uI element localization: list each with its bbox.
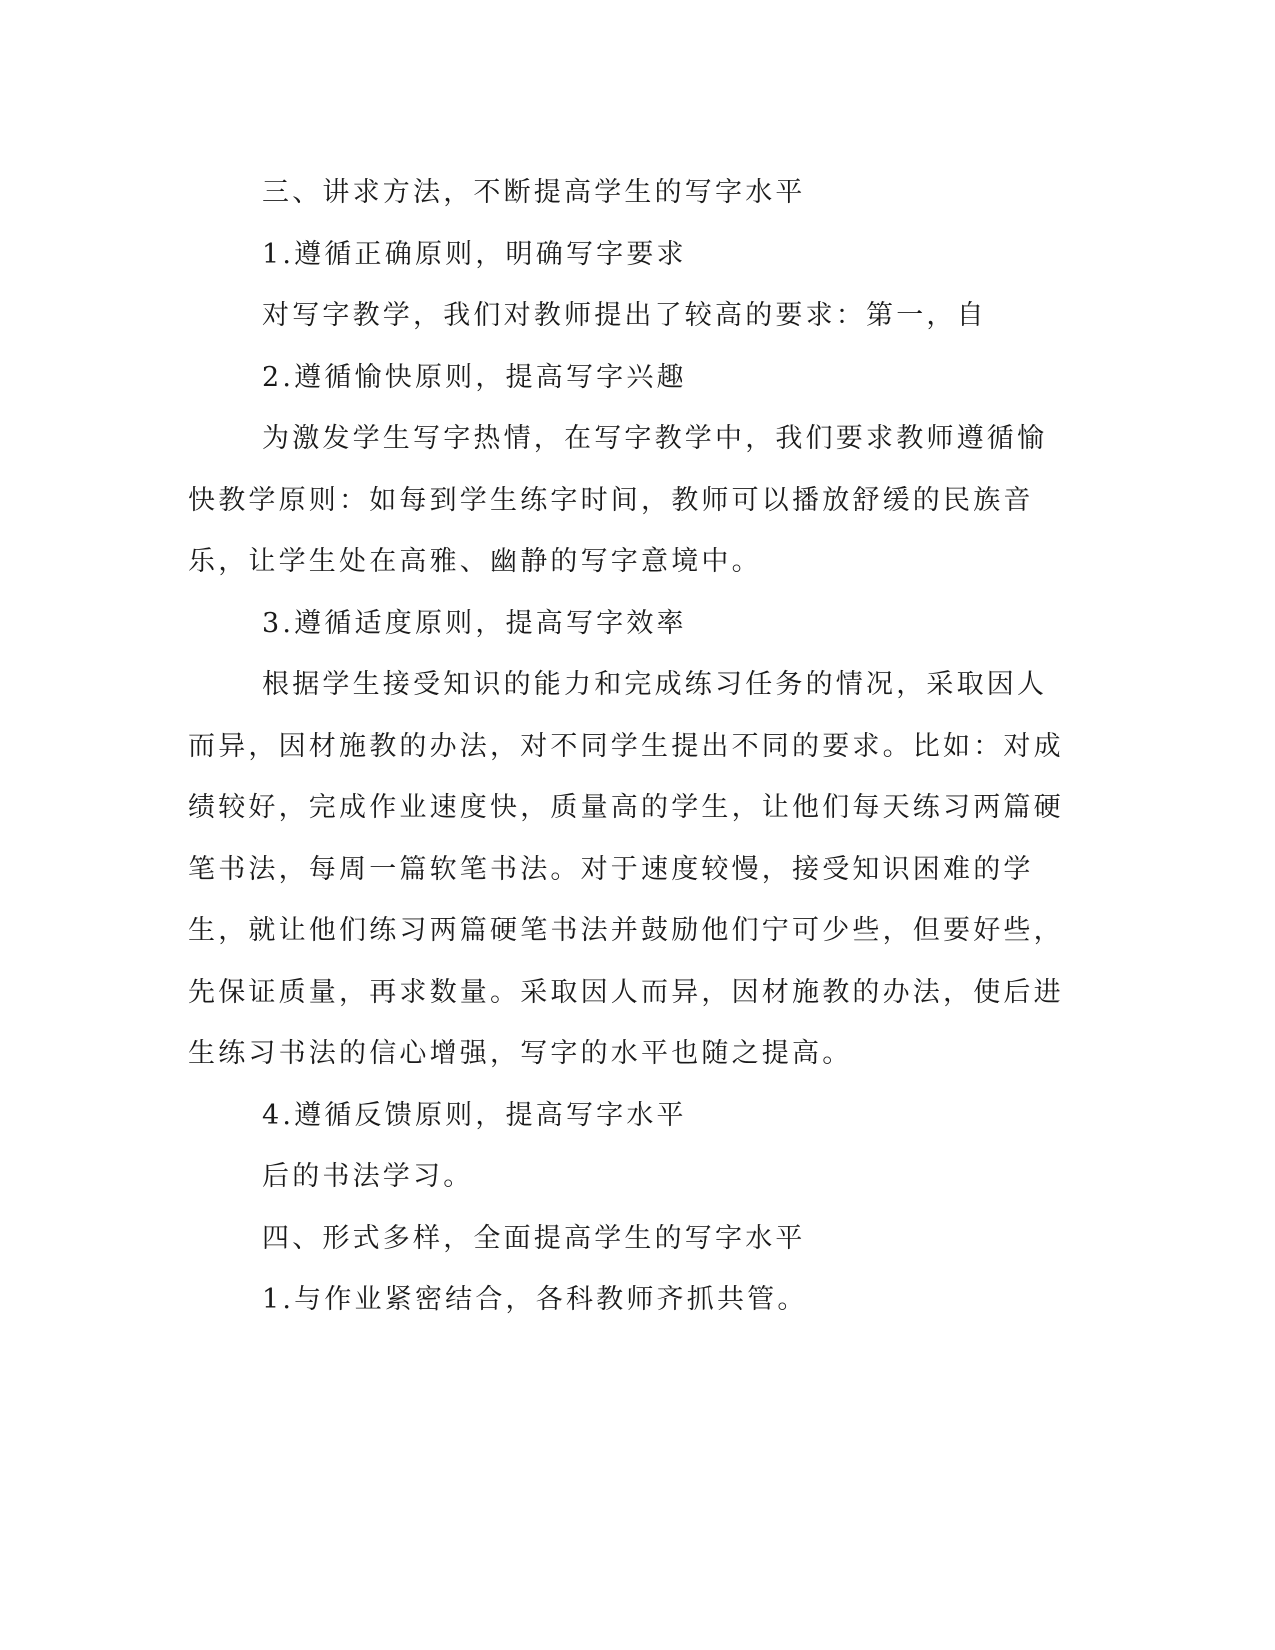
section-heading-4: 四、形式多样，全面提高学生的写字水平	[262, 1222, 806, 1254]
subheading-3-1: 1.遵循正确原则，明确写字要求	[262, 238, 687, 270]
document-body	[188, 162, 1074, 1331]
paragraph-3-4: 后的书法学习。	[262, 1161, 474, 1192]
paragraph-3-1: 对写字教学，我们对教师提出了较高的要求：第一，自	[262, 300, 987, 331]
section-heading-3: 三、讲求方法，不断提高学生的写字水平	[262, 177, 806, 208]
subheading-3-3: 3.遵循适度原则，提高写字效率	[262, 607, 687, 639]
paragraph-3-2: 为激发学生写字热情，在写字教学中，我们要求教师遵循愉快教学原则：如每到学生练字时间，教师可以播放舒缓的民族音乐，让学生处在高雅、幽静的写字意境中。	[188, 423, 1048, 577]
subheading-3-4: 4.遵循反馈原则，提高写字水平	[262, 1099, 687, 1131]
paragraph-3-3: 根据学生接受知识的能力和完成练习任务的情况，采取因人而异，因材施教的办法，对不同学生提出不同的要求。比如：对成绩较好，完成作业速度快，质量高的学生，让他们每天练习两篇硬笔书法，每周一篇软笔书法。对于速度较慢，接受知识困难的学生，就让他们练习两篇硬笔书法并鼓励他们宁可少些，但要好些，先保证质量，再求数量。采取因人而异，因材施教的办法，使后进生练习书法的信心增强，写字的水平也随之提高。	[188, 669, 1064, 1069]
subheading-4-1: 1.与作业紧密结合，各科教师齐抓共管。	[262, 1284, 808, 1315]
subheading-3-2: 2.遵循愉快原则，提高写字兴趣	[262, 361, 687, 393]
